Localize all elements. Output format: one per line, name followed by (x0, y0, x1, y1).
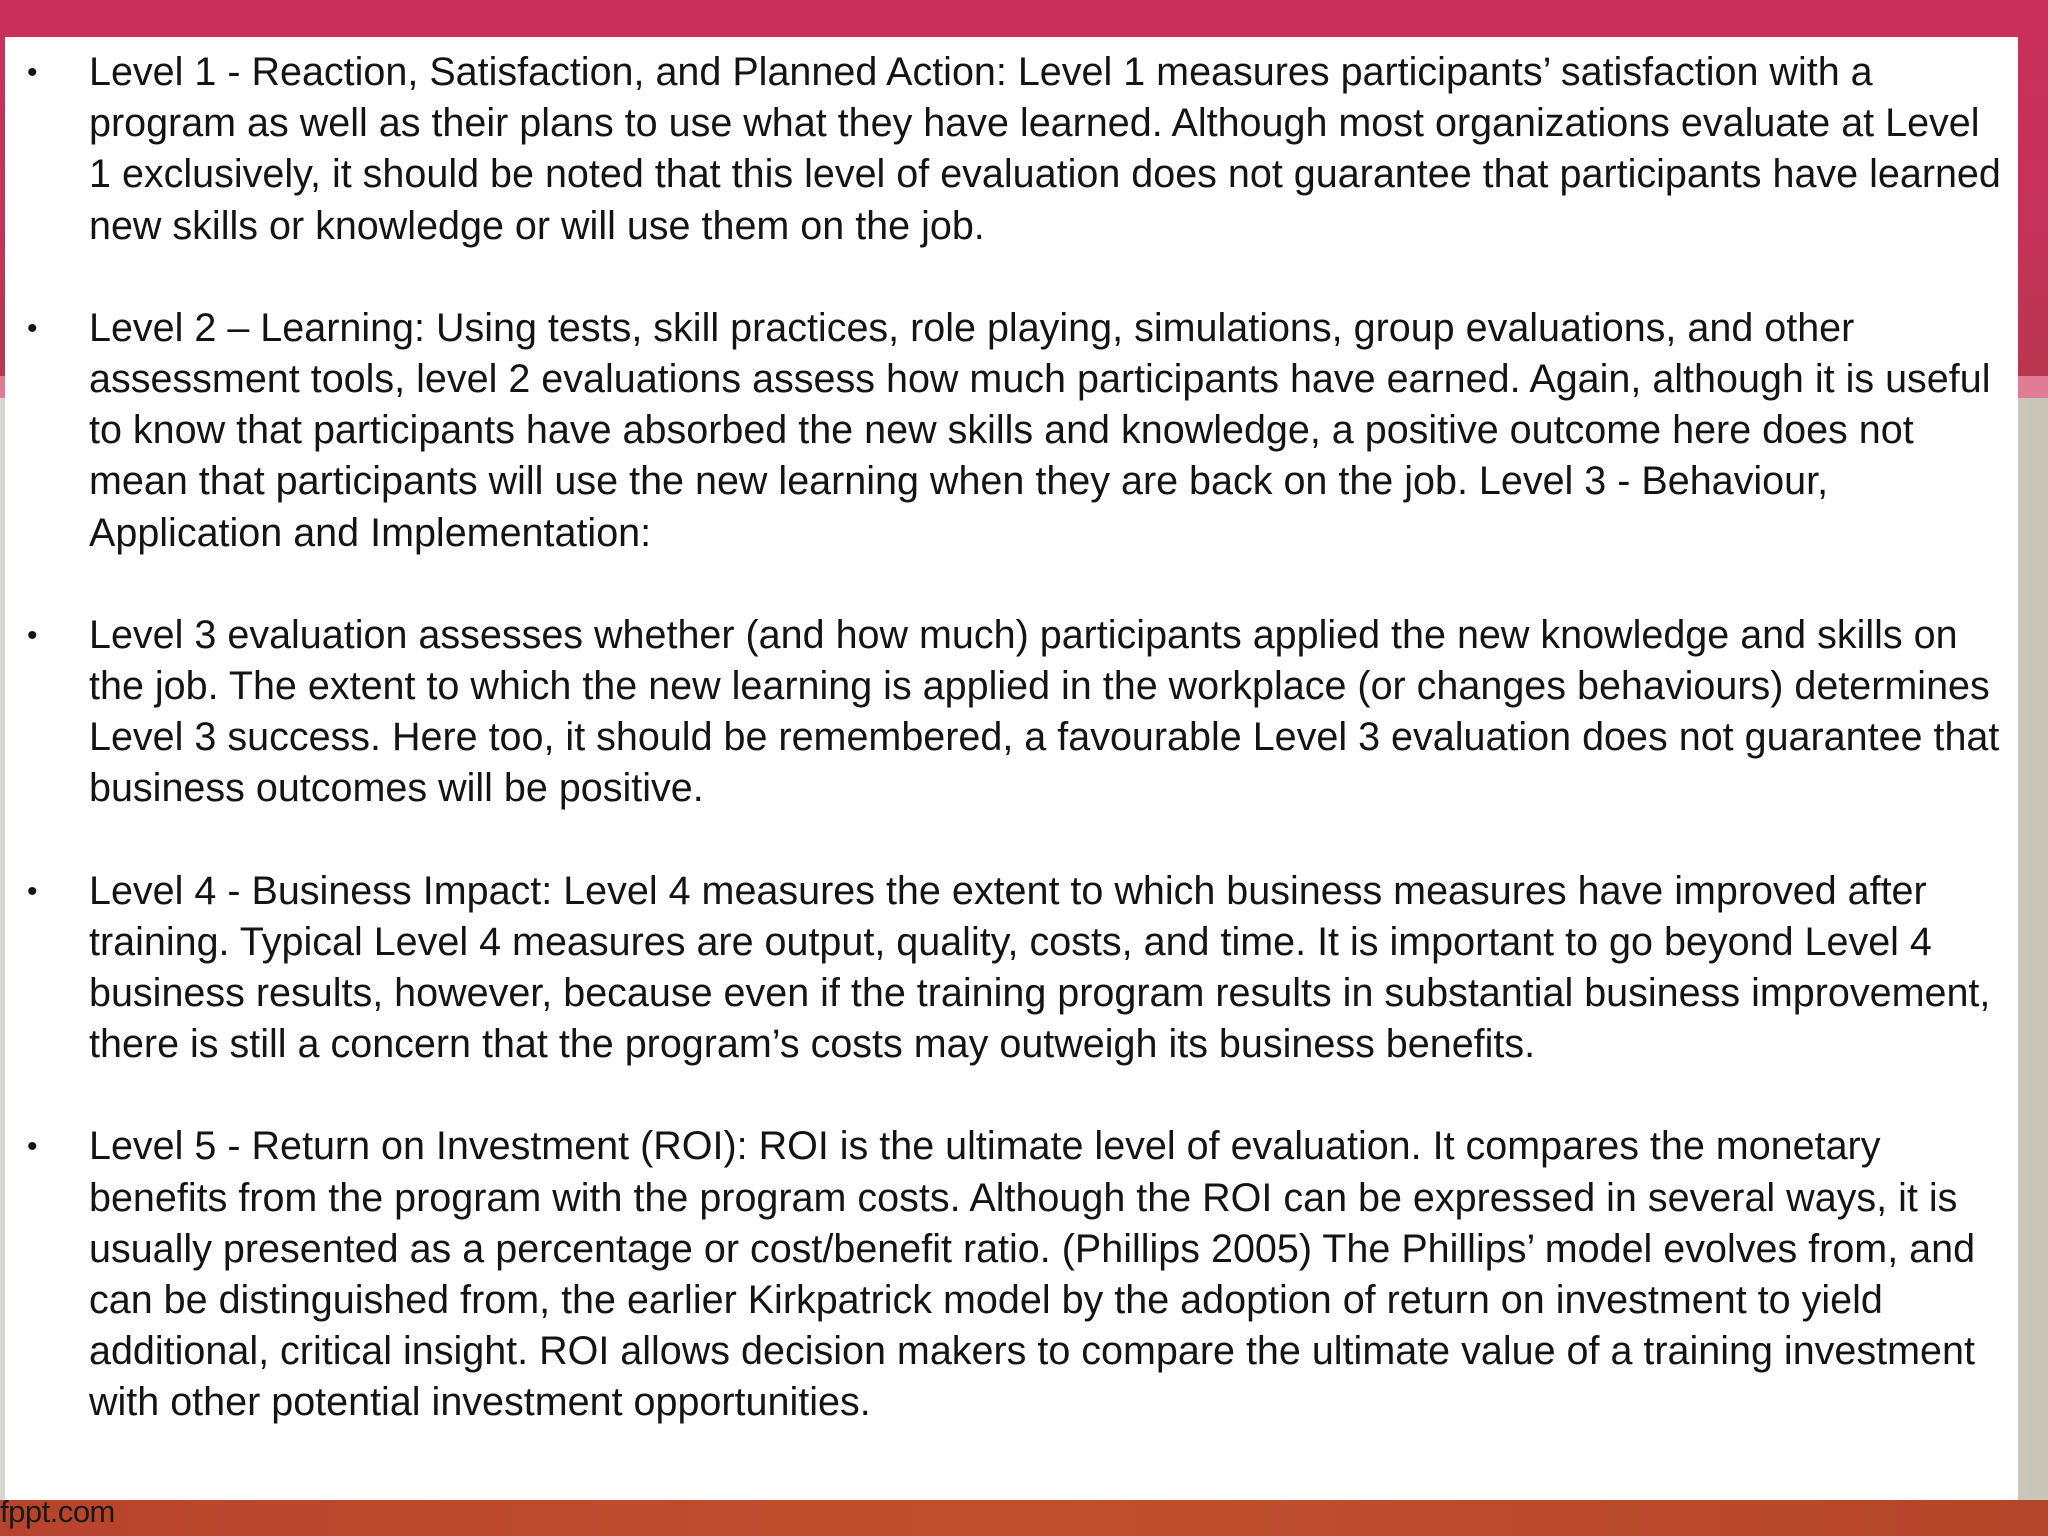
bullet-dot-icon: • (27, 618, 38, 652)
bullet-item-level-5 (5, 1121, 2018, 1428)
bullet-item-level-4 (5, 866, 2018, 1071)
bullet-item-level-2 (5, 303, 2018, 559)
bullet-text: Level 1 - Reaction, Satisfaction, and Planned Action: Level 1 measures participants’ satisfaction with a program as well as their plans to use what they have learned. Although most organizations evaluate at Level 1 exclusively, it should be noted that this level of evaluation does not guarantee that participants have learned new skills or knowledge or will use them on the job. (89, 50, 2001, 248)
bullet-text: Level 3 evaluation assesses whether (and how much) participants applied the new knowledge and skills on the job. The extent to which the new learning is applied in the workplace (or changes behaviours) determines Level 3 success. Here too, it should be remembered, a favourable Level 3 evaluation does not guarantee that business outcomes will be positive. (89, 612, 2000, 811)
bullet-item-level-1 (5, 47, 2018, 252)
bullet-list (5, 47, 2018, 1480)
bullet-dot-icon: • (27, 311, 38, 345)
bullet-dot-icon: • (27, 1130, 38, 1164)
bullet-text: Level 5 - Return on Investment (ROI): ROI is the ultimate level of evaluation. It compares the monetary benefits from the program with the program costs. Although the ROI can be expressed in several ways, it is usually presented as a percentage or cost/benefit ratio. (Phillips 2005) The Phillips’ model evolves from, and can be distinguished from, the earlier Kirkpatrick model by the adoption of return on investment to yield additional, critical insight. ROI allows decision makers to compare the ultimate value of a training investment with other potential investment opportunities. (89, 1124, 1976, 1425)
watermark-text: fppt.com (0, 1494, 115, 1529)
bottom-decor-band (0, 1500, 2048, 1536)
slide-content-panel (5, 37, 2018, 1500)
bullet-dot-icon: • (27, 56, 38, 89)
bullet-item-level-3 (5, 610, 2018, 815)
bullet-text: Level 2 – Learning: Using tests, skill practices, role playing, simulations, group evaluations, and other assessment tools, level 2 evaluations assess how much participants have earned. Again, although it is useful to know that participants have absorbed the new skills and knowledge, a positive outcome here does not mean that participants will use the new learning when they are back on the job. Level 3 - Behaviour, Application and Implementation: (89, 305, 1991, 555)
bullet-dot-icon: • (27, 874, 38, 908)
bullet-text: Level 4 - Business Impact: Level 4 measures the extent to which business measures have improved after training. Typical Level 4 measures are output, quality, costs, and time. It is important to go beyond Level 4 business results, however, because even if the training program results in substantial business improvement, there is still a concern that the program’s costs may outweigh its business benefits. (89, 868, 1991, 1067)
